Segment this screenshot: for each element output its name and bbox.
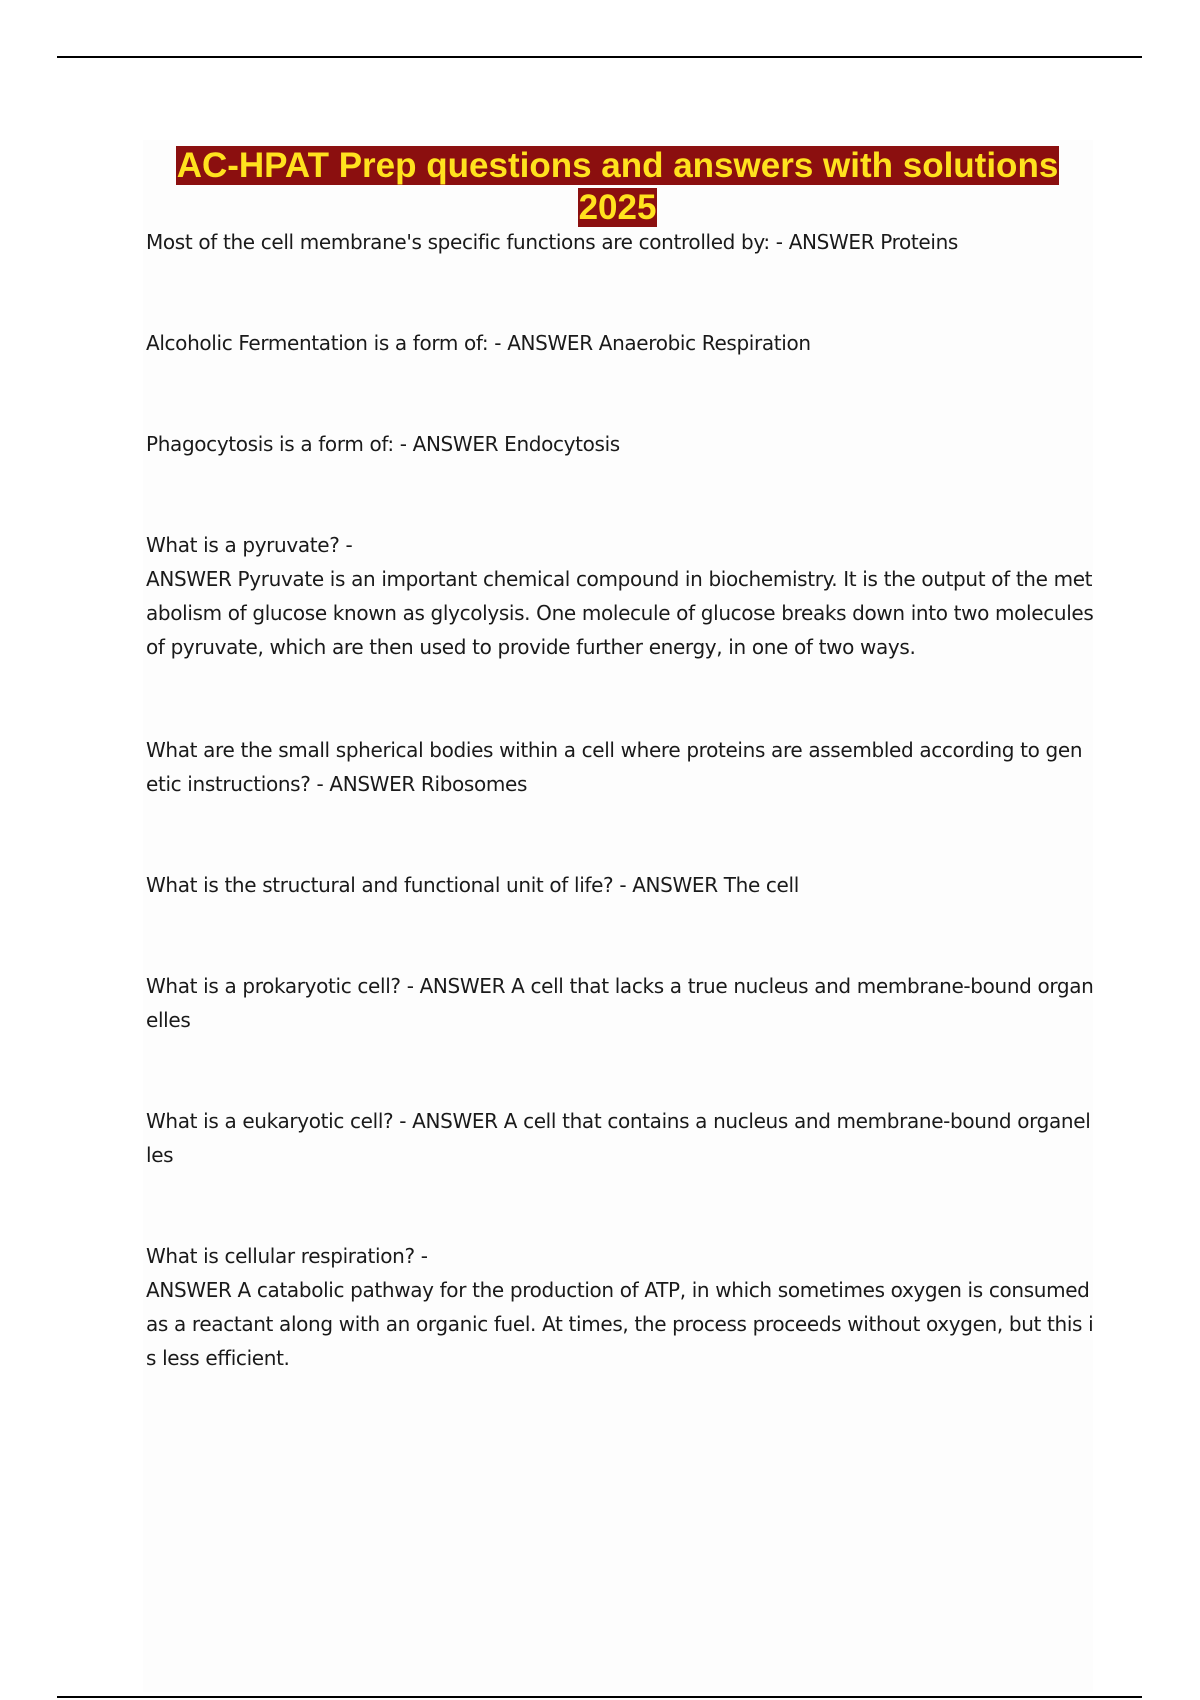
document-title-text: AC-HPAT Prep questions and answers with solutions 2025 (176, 146, 1059, 227)
answer-text: ANSWER Proteins (782, 230, 958, 254)
content-area (143, 140, 1093, 1692)
qa-item-1 (146, 225, 1094, 259)
answer-text: ANSWER Anaerobic Respiration (501, 331, 811, 355)
answer-text: ANSWER Endocytosis (406, 432, 620, 456)
answer-text: ANSWER A cell that lacks a true nucleus and membrane-bound organelles (146, 974, 1094, 1032)
bottom-divider (57, 1696, 1142, 1698)
answer-text: ANSWER Pyruvate is an important chemical compound in biochemistry. It is the output of the metabolism of glucose known as glycolysis. One molecule of glucose breaks down into two molecules of pyruvate, which are then used to provide further energy, in one of two ways. (146, 567, 1094, 659)
question-text: Phagocytosis is a form of: - (146, 432, 407, 456)
answer-text: ANSWER The cell (626, 873, 799, 897)
question-text: What is a pyruvate? - (146, 533, 353, 557)
qa-item-4 (146, 528, 1094, 664)
question-text: What is a eukaryotic cell? - (146, 1109, 407, 1133)
answer-text: ANSWER Ribosomes (323, 772, 528, 796)
question-text: What is a prokaryotic cell? - (146, 974, 414, 998)
qa-item-6 (146, 868, 1094, 902)
question-text: What is cellular respiration? - (146, 1244, 428, 1268)
qa-item-8 (146, 1104, 1094, 1172)
qa-item-2 (146, 326, 1094, 360)
question-text: Most of the cell membrane's specific functions are controlled by: - (146, 230, 783, 254)
qa-item-9 (146, 1239, 1094, 1375)
qa-item-3 (146, 427, 1094, 461)
qa-item-7 (146, 969, 1094, 1037)
question-text: What is the structural and functional unit of life? - (146, 873, 627, 897)
document-title (140, 145, 1095, 229)
answer-text: ANSWER A catabolic pathway for the production of ATP, in which sometimes oxygen is consumed as a reactant along with an organic fuel. At times, the process proceeds without oxygen, but this is less efficient. (146, 1278, 1094, 1370)
question-text: What are the small spherical bodies within a cell where proteins are assembled according to genetic instructions? - (146, 738, 1083, 796)
qa-item-5 (146, 733, 1094, 801)
top-divider (57, 56, 1142, 58)
answer-text: ANSWER A cell that contains a nucleus and membrane-bound organelles (146, 1109, 1091, 1167)
question-text: Alcoholic Fermentation is a form of: - (146, 331, 502, 355)
